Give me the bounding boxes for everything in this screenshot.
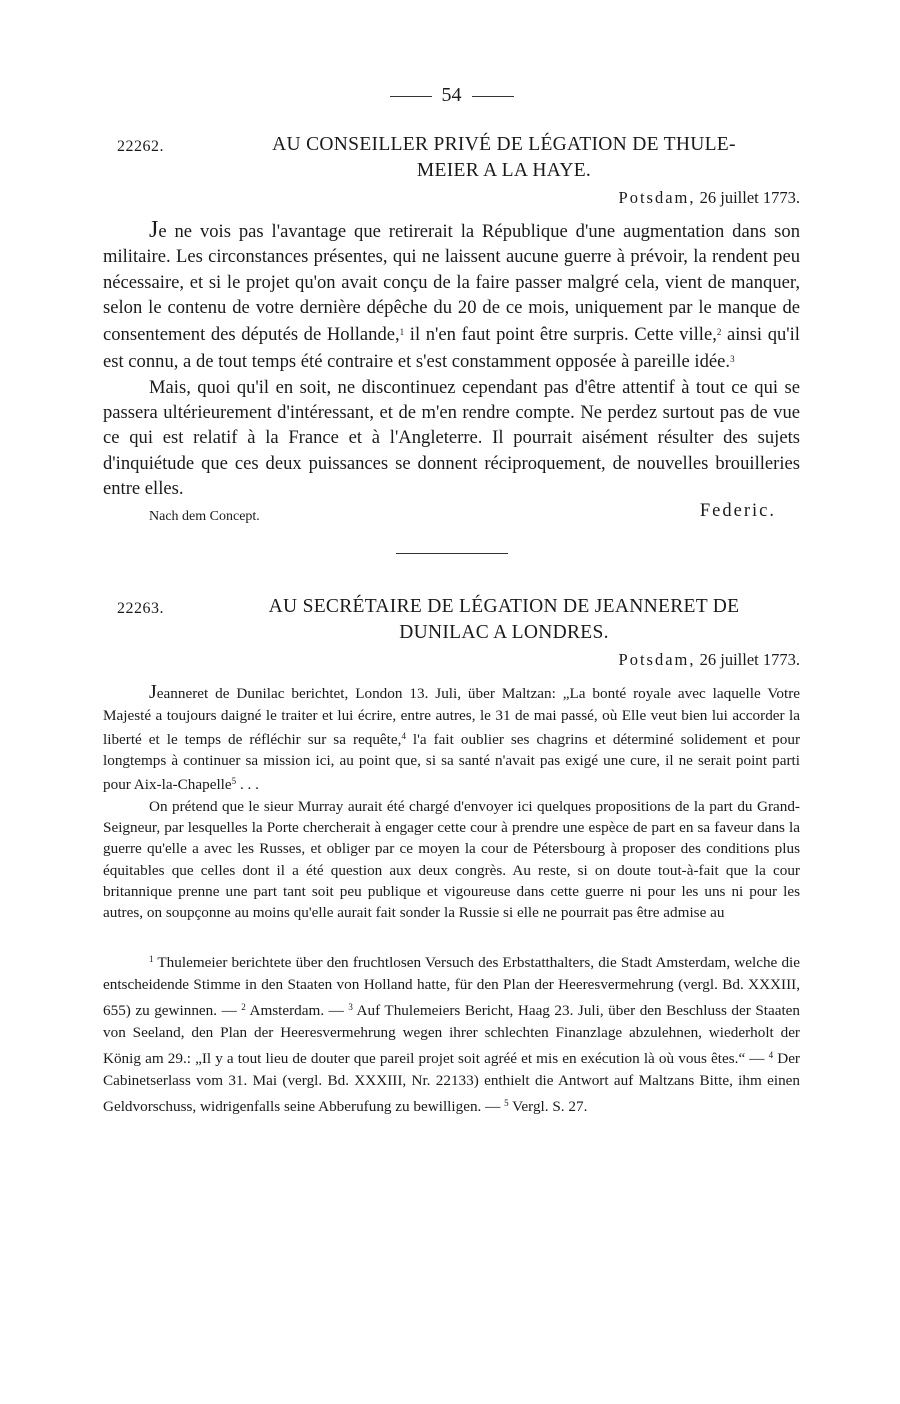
letter2-title-line2: DUNILAC A LONDRES. — [399, 622, 609, 644]
footnote-2-mark: 2 — [241, 1001, 246, 1012]
footnote-5: Vergl. S. 27. — [508, 1097, 588, 1115]
letter1-place: Potsdam, — [618, 188, 696, 207]
page — [103, 84, 800, 1118]
letter1-title — [103, 132, 800, 184]
footnote-ref-5: 5 — [231, 776, 237, 787]
letter2-paragraph1 — [103, 682, 800, 795]
footnote-5-mark: 5 — [504, 1097, 509, 1108]
letter2-paragraph2: On prétend que le sieur Murray aurait été chargé d'envoyer ici quelques propositions de la part du Grand-Seigneur, par lesquelles la Porte chercherait à engager cette cour à prendre une espèce de part en sa faveur dans la guerre qu'elle a avec les Russes, et obliger par ce moyen la cour de Pétersbourg à proposer des conditions plus équitables que celles dont il a été question aux deux congrès. Au reste, si on doute tout-à-fait que la cour britannique prenne une part tant soit peu publique et vigoureuse dans cette guerre ni pour les uns ni pour les autres, on soupçonne au moins qu'elle aurait fait sonder la Russie si elle ne pourrait pas être admise au — [103, 797, 800, 922]
letter2-dateline — [103, 650, 800, 670]
footnote-1-mark: 1 — [149, 953, 154, 964]
signature: Federic. — [699, 501, 776, 522]
source-note: Nach dem Concept. — [149, 509, 260, 525]
letter2-heading — [103, 594, 800, 646]
letter1-title-line1: AU CONSEILLER PRIVÉ DE LÉGATION DE THULE- — [272, 134, 736, 155]
footnote-3: Auf Thulemeiers Bericht, Haag 23. Juli, über den Beschluss der Staaten von Seeland, den Plan der Heeresvermehrung wegen ihrer schlechten Finanzlage abzulehnen, wiederholt der König am 29.: „Il y a tout lieu de douter que pareil projet soit agréé et mis en exécution là où vous êtes.“ — — [103, 1001, 801, 1067]
letter1-closing — [103, 501, 800, 535]
footnote-2: Amsterdam. — — [245, 1001, 344, 1019]
letter1-para1-text-a: e ne vois pas l'avantage que retirerait la République d'une augmentation dans son militaire. Les circonstances présentes, qui ne laissent aucune guerre à prévoir, la rendent peu nécessaire, et si le projet qu'on avait conçu de la faire passer malgré cela, vient de manquer, selon le contenu de votre dernière dépêche du 20 de ce mois, uniquement par le manque de consentement des députés de Hollande, — [103, 221, 800, 346]
footnote-4-mark: 4 — [768, 1049, 774, 1060]
letter2-para1-text-c: . . . — [236, 776, 259, 794]
letter2-title — [103, 594, 800, 646]
letter2-number: 22263. — [117, 600, 164, 618]
page-number: 54 — [441, 84, 462, 106]
footnotes — [103, 948, 800, 1118]
page-number-rule-left — [390, 96, 432, 97]
letter2-date: 26 juillet 1773. — [699, 650, 800, 670]
letter1-heading — [103, 132, 800, 184]
letter2-place: Potsdam, — [618, 650, 696, 670]
footnote-3-mark: 3 — [348, 1001, 353, 1012]
footnote-4: Der Cabinetserlass vom 31. Mai (vergl. Bd. XXXIII, Nr. 22133) enthielt die Antwort auf Maltzans Bitte, ihm einen Geldvorschuss, widrigenfalls seine Abberufung zu bewilligen. — — [103, 1049, 800, 1115]
footnote-ref-1: 1 — [399, 327, 405, 338]
letter1-date: 26 juillet 1773. — [699, 188, 800, 207]
letter1-para1-text-b: il n'en faut point être surpris. Cette ville, — [404, 324, 717, 346]
letter1-dateline — [103, 188, 800, 208]
footnote-ref-4: 4 — [401, 730, 406, 741]
page-number-row — [103, 84, 800, 116]
letter1-paragraph1 — [103, 218, 800, 375]
letter2-para1-text-a: eanneret de Dunilac berichtet, London 13. Juli, über Maltzan: „La bonté royale avec laquelle Votre Majesté a toujours daigné le traiter et lui écrire, entre autres, le 31 de mai passé, où Elle veut bien lui accorder la liberté et le temps de réfléchir sur sa requête, — [103, 685, 800, 748]
letter2-initial: J — [149, 681, 157, 704]
letter1-paragraph2: Mais, quoi qu'il en soit, ne discontinuez cependant pas d'être attentif à tout ce qui se passera ultérieurement d'intéressant, et de m'en rendre compte. Ne perdez surtout pas de vue ce qui est relatif à la France et à l'Angleterre. Il pourrait aisément résulter des sujets d'inquiétude que ces deux puissances se donnent réciproquement, de nouvelles brouilleries entre elles. — [103, 376, 800, 499]
page-number-rule-right — [472, 96, 514, 97]
letter1-initial: J — [149, 217, 159, 243]
section-divider — [396, 553, 508, 554]
footnote-ref-2: 2 — [716, 327, 722, 338]
letter2-title-line1: AU SECRÉTAIRE DE LÉGATION DE JEANNERET DE — [268, 596, 740, 618]
footnote-ref-3: 3 — [730, 354, 735, 365]
footnote-1: Thulemeier berichtete über den fruchtlosen Versuch des Erbstatthalters, die Stadt Amsterdam, welche die entscheidende Stimme in den Staaten von Holland hatte, für den Plan der Heeresvermehrung (vergl. Bd. XXXIII, 655) zu gewinnen. — — [103, 953, 800, 1019]
letter1-title-line2: MEIER A LA HAYE. — [416, 160, 592, 181]
letter2-para1-text-b: l'a fait oublier ses chagrins et déterminé solidement et pour longtemps à continuer sa mission ici, au point que, si sa santé n'avait pas exigé une cure, il ne serait point parti pour Aix-la-Chapelle — [103, 730, 801, 794]
letter1-para1-text-c: ainsi qu'il est connu, a de tout temps été contraire et s'est constamment opposée à pareille idée. — [103, 324, 800, 373]
letter1-number: 22262. — [117, 138, 164, 155]
